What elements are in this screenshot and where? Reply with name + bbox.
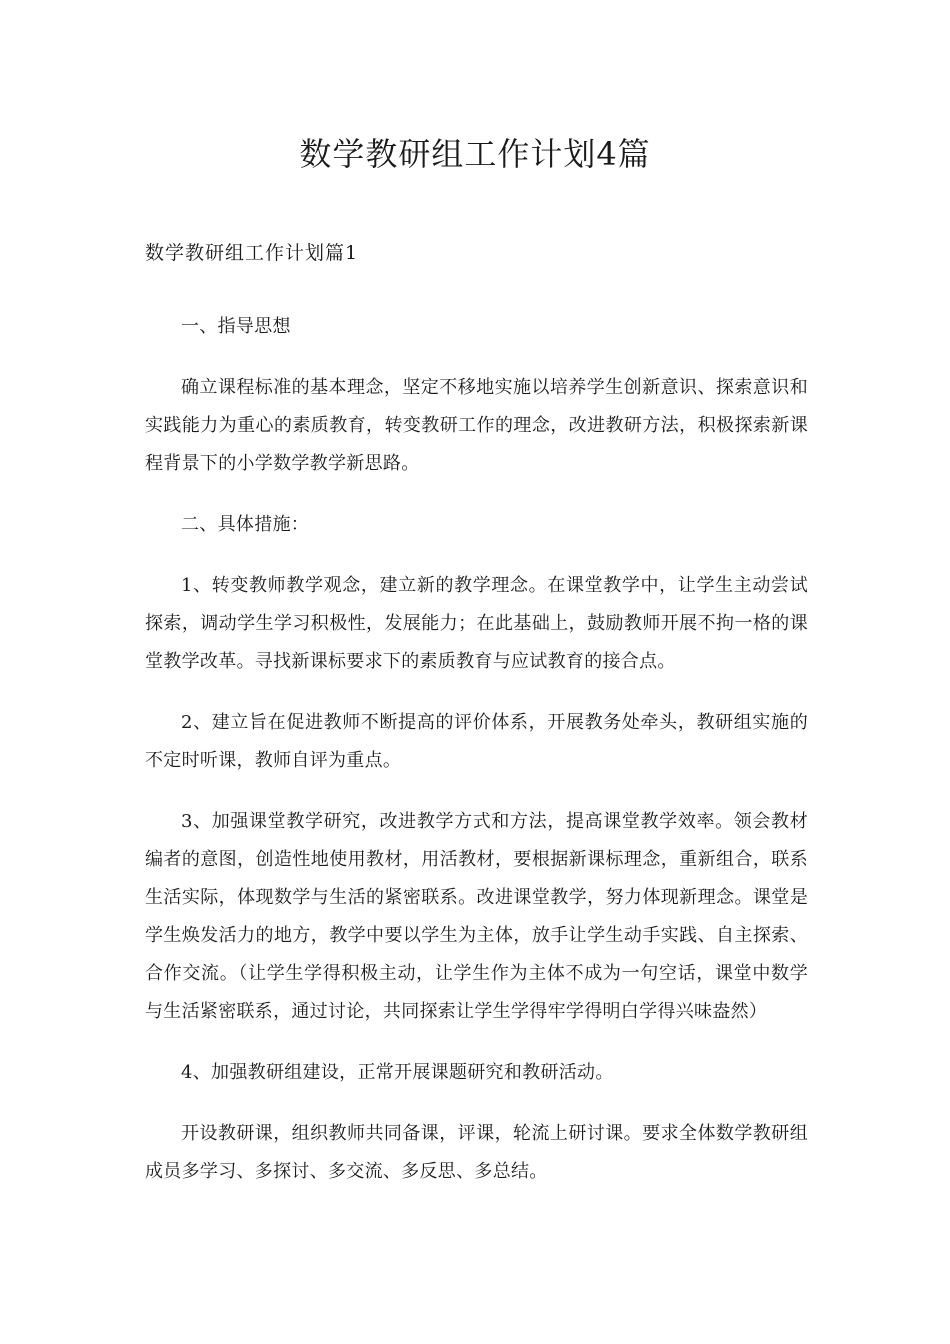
paragraph-research-lessons: 开设教研课，组织教师共同备课，评课，轮流上研讨课。要求全体数学教研组成员多学习、多探讨、多交流、多反思、多总结。 <box>145 1123 808 1182</box>
paragraph-guiding-ideology: 确立课程标准的基本理念，坚定不移地实施以培养学生创新意识、探索意识和实践能力为重心的素质教育，转变教研工作的理念，改进教研方法，积极探索新课程背景下的小学数学教学新思路。 <box>145 377 808 474</box>
paragraph-measure-3: 3、加强课堂教学研究，改进教学方式和方法，提高课堂教学效率。领会教材编者的意图，创造性地使用教材，用活教材，要根据新课标理念，重新组合，联系生活实际，体现数学与生活的紧密联系。改进课堂教学，努力体现新理念。课堂是学生焕发活力的地方，教学中要以学生为主体，放手让学生动手实践、自主探索、合作交流。（让学生学得积极主动，让学生作为主体不成为一句空话，课堂中数学与生活紧密联系，通过讨论，共同探索让学生学得牢学得明白学得兴味盎然） <box>145 811 808 1022</box>
paragraph-measure-2: 2、建立旨在促进教师不断提高的评价体系，开展教务处牵头，教研组实施的不定时听课，教师自评为重点。 <box>145 712 808 771</box>
heading-specific-measures: 二、具体措施： <box>181 514 310 535</box>
document-title: 数学教研组工作计划4篇 <box>299 135 651 173</box>
document-body <box>145 308 808 1214</box>
section-heading: 数学教研组工作计划篇1 <box>145 242 359 264</box>
paragraph-measure-4: 4、加强教研组建设，正常开展课题研究和教研活动。 <box>181 1062 614 1083</box>
heading-guiding-ideology: 一、指导思想 <box>181 316 291 337</box>
paragraph-measure-1: 1、转变教师教学观念，建立新的教学理念。在课堂教学中，让学生主动尝试探索，调动学生学习积极性，发展能力；在此基础上，鼓励教师开展不拘一格的课堂教学改革。寻找新课标要求下的素质教育与应试教育的接合点。 <box>145 575 808 672</box>
